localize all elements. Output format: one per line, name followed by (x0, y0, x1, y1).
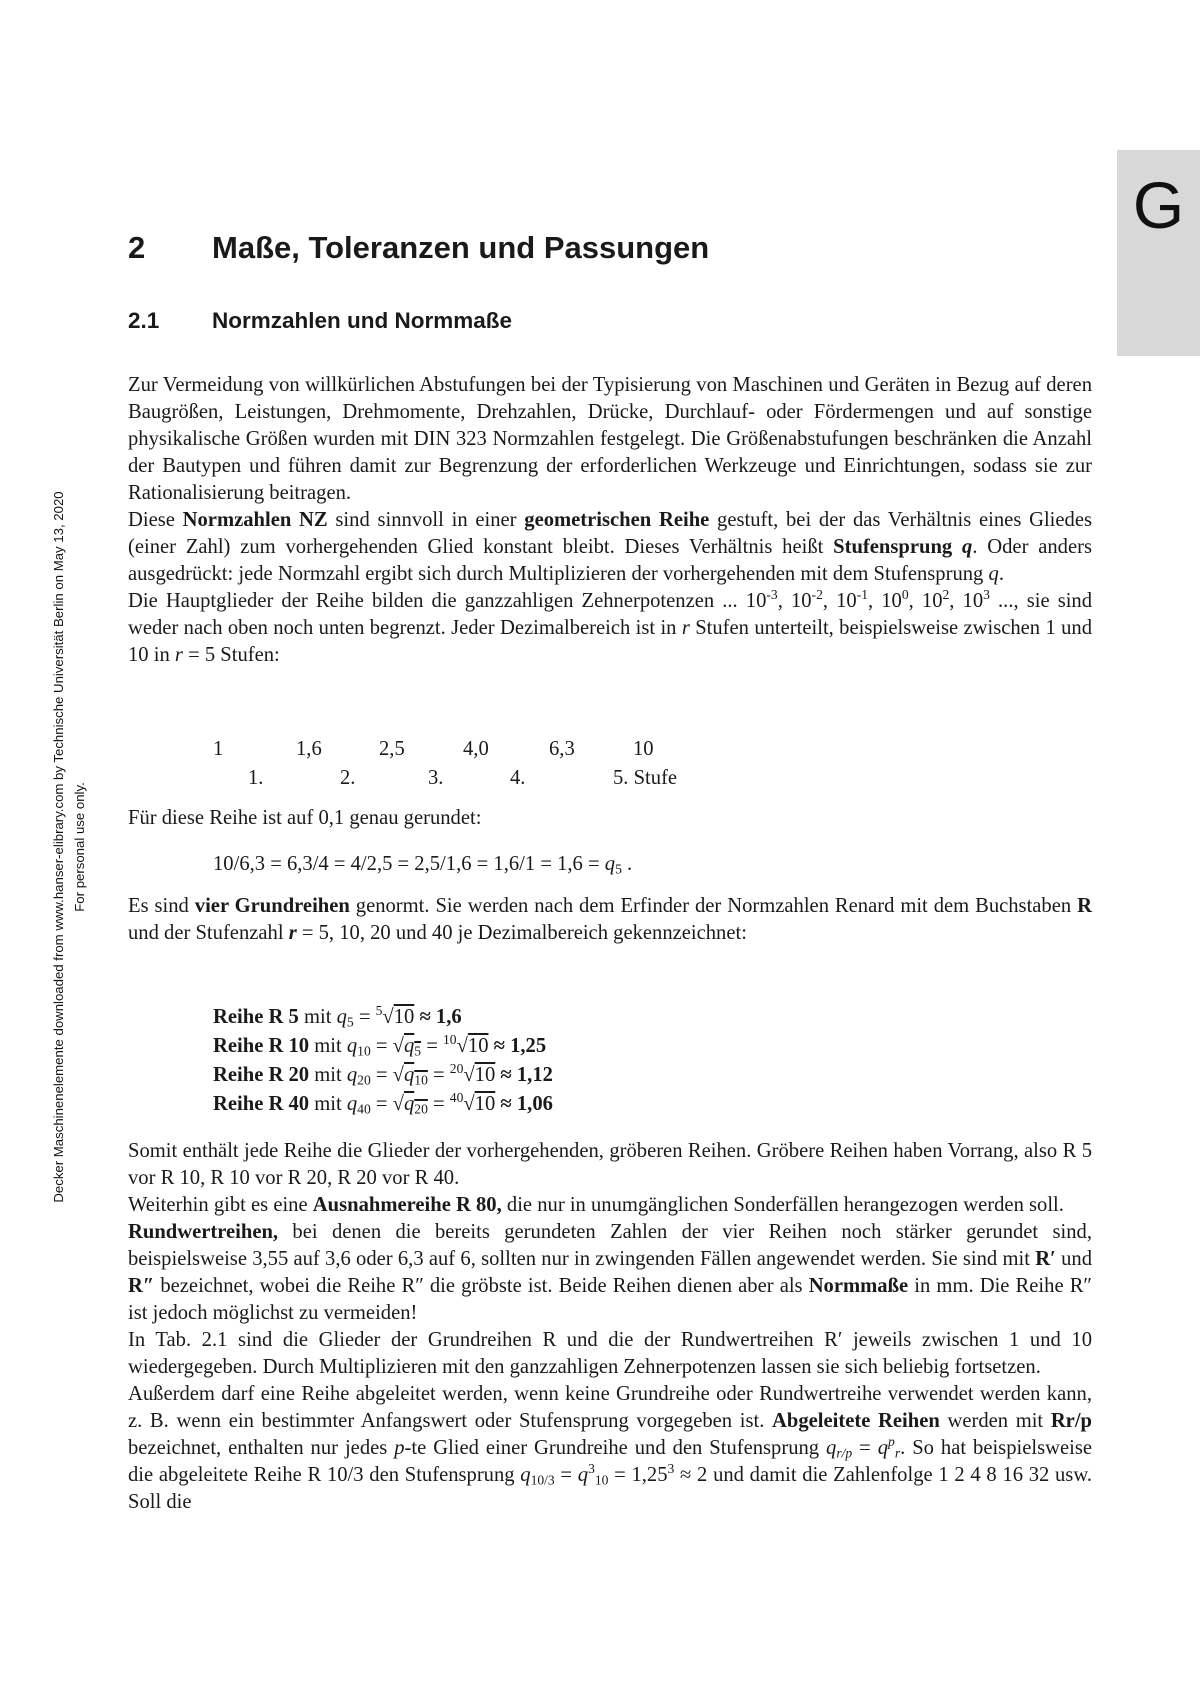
text-run: . (998, 563, 1004, 585)
root-index: 20 (449, 1061, 464, 1077)
exponent: 0 (901, 587, 909, 603)
superscript: 3 (588, 1461, 595, 1477)
text-run: , 10 (777, 590, 812, 612)
sequence-value: 1 (213, 738, 224, 760)
section-heading (128, 306, 512, 336)
text-run: Die Hauptglieder der Reihe bilden die ganzzahligen Zehnerpotenzen ... 10 (128, 590, 767, 612)
symbol-q: q (520, 1464, 531, 1486)
symbol-q: q (577, 1464, 589, 1486)
reihe-r20: Reihe R 20 mit $q_{20} = √q_{10} = ^{20}√10 \approx 1,12$ (213, 1061, 553, 1088)
reihe-mit: mit (303, 1006, 332, 1028)
reihe-r40: Reihe R 40 mit $q_{40} = √q_{20} = ^{40}√10 \approx 1,06$ (213, 1090, 553, 1117)
term-R: R (1077, 895, 1092, 917)
symbol-q: q (403, 1064, 415, 1086)
symbol-q: q (962, 536, 973, 558)
sequence-step: 4. (510, 767, 526, 789)
symbol-p: p (394, 1437, 405, 1459)
paragraph-vorrang: Somit enthält jede Reihe die Glieder der vorhergehenden, gröberen Reihen. Gröbere Reihen haben Vorrang, also R 5 vor R 10, R 10 vor R 20, R 20 vor R 40. (128, 1140, 1092, 1189)
text-run: Diese (128, 509, 183, 531)
subscript: 40 (357, 1101, 371, 1117)
body-block-2 (128, 805, 1092, 832)
term-abgeleitete-reihen: Abgeleitete Reihen (772, 1410, 940, 1432)
text-run: . So hat beispielsweise die abgeleitete Reihe R 10/3 den Stufensprung (128, 1437, 1092, 1486)
symbol-r: r (288, 922, 297, 944)
text-run: . Oder anders ausgedrückt: jede Normzahl ergibt sich durch Multiplizieren der vorhergehenden mit dem Stufensprung (128, 536, 1092, 585)
reihe-r10: Reihe R 10 mit $q_{10} = √q_5 = ^{10}√10 \approx 1,25$ (213, 1032, 547, 1059)
exponent: -2 (811, 587, 823, 603)
subscript: 20 (414, 1101, 428, 1117)
text-run: Es sind (128, 895, 195, 917)
paragraph-hauptglieder (128, 588, 1092, 669)
equals: = (421, 1035, 443, 1057)
text-run: gestuft, bei der das Verhältnis eines Gliedes (einer Zahl) zum vorhergehenden Glied konstant bleibt. Dieses Verhältnis heißt (128, 509, 1092, 558)
sequence-step: 2. (340, 767, 356, 789)
paragraph-tabelle: In Tab. 2.1 sind die Glieder der Grundreihen R und die der Rundwertreihen R′ jeweils zwischen 1 und 10 wiedergegeben. Durch Multiplizieren mit den ganzzahligen Zehnerpotenzen lassen sie sich beliebig fortsetzen. (128, 1329, 1092, 1378)
symbol-q: q (403, 1093, 415, 1115)
symbol-r: r (681, 617, 690, 639)
symbol-q: q (346, 1093, 358, 1115)
text-run: bei denen die bereits gerundeten Zahlen der vier Reihen noch stärker gerundet sind, beispielsweise 3,55 auf 3,6 oder 6,3 auf 6, sollten nur in zwingenden Fällen angewendet werden. Sie sind mit (128, 1221, 1092, 1270)
subscript: 20 (357, 1072, 371, 1088)
section-title: Normzahlen und Normmaße (212, 308, 513, 333)
body-block-1 (128, 372, 1092, 669)
symbol-q: q (826, 1437, 837, 1459)
text-run: sind sinnvoll in einer (327, 509, 525, 531)
paragraph-gerundet: Für diese Reihe ist auf 0,1 genau gerundet: (128, 807, 482, 829)
text-run: ..., sie sind weder nach oben noch unten begrenzt. Jeder Dezimalbereich ist in (128, 590, 1093, 639)
subscript: 10 (357, 1043, 371, 1059)
subscript: 10/3 (530, 1472, 555, 1488)
text-run: , 10 (822, 590, 857, 612)
subscript: 5 (615, 861, 622, 877)
exponent: -1 (856, 587, 869, 603)
term-normzahlen: Normzahlen NZ (182, 509, 328, 531)
equals: = (427, 1093, 450, 1115)
text-run: Außerdem darf eine Reihe abgeleitet werden, wenn keine Grundreihe oder Rundwertreihe verwendet werden kann, z. B. wenn ein bestimmter Anfangswert oder Stufensprung vorgegeben ist. (128, 1383, 1092, 1432)
text-run: die nur in unumgänglichen Sonderfällen herangezogen werden soll. (501, 1194, 1064, 1216)
equals: = (370, 1093, 393, 1115)
exponent: -3 (766, 587, 778, 603)
subscript: r/p (836, 1445, 853, 1461)
text-run: und (1055, 1248, 1093, 1270)
text-run: Weiterhin gibt es eine (128, 1194, 313, 1216)
reihe-r5: Reihe R 5 mit $q_5 = ^5√10 \approx 1,6$ (213, 1003, 462, 1030)
formula-text: 10/6,3 = 6,3/4 = 4/2,5 = 2,5/1,6 = 1,6/1 = 1,6 = (213, 853, 605, 875)
symbol-q: q (988, 563, 999, 585)
term-geometrische-reihe: geometrischen Reihe (524, 509, 710, 531)
text-run: = 1,25 (608, 1464, 668, 1486)
symbol-q: q (346, 1035, 358, 1057)
reihe-mit: mit (314, 1064, 342, 1086)
sequence-step: 3. (428, 767, 444, 789)
section-number: 2.1 (128, 308, 160, 333)
exponent: 3 (667, 1461, 675, 1477)
root-index: 40 (449, 1090, 464, 1106)
text-run: , 10 (908, 590, 943, 612)
text-run: -te Glied einer Grundreihe und den Stufensprung (404, 1437, 827, 1459)
term-rundwertreihen: Rundwertreihen, (128, 1221, 279, 1243)
term-r-double-prime: R″ (128, 1275, 155, 1297)
text-run: in mm. Die Reihe R″ ist jedoch möglichst zu vermeiden! (128, 1275, 1093, 1324)
ratio-formula (213, 851, 632, 878)
reihe-approx: ≈ 1,6 (419, 1006, 462, 1028)
subscript: 5 (414, 1043, 422, 1059)
paragraph-grundreihen (128, 893, 1092, 947)
subscript: r (894, 1445, 901, 1461)
symbol-q: q (604, 853, 616, 875)
paragraph-ausnahmereihe (128, 1192, 1092, 1219)
chapter-tab (1117, 150, 1200, 356)
sequence-value: 10 (633, 738, 654, 760)
equals: = (427, 1064, 450, 1086)
formula-end: . (627, 853, 633, 875)
radicand: 10 (467, 1035, 489, 1057)
paragraph-intro: Zur Vermeidung von willkürlichen Abstufungen bei der Typisierung von Maschinen und Geräten in Bezug auf deren Baugrößen, Leistungen, Drehmomente, Drehzahlen, Drücke, Durchlauf- oder Fördermengen und auf sonstige physikalische Größen wurden mit DIN 323 Normzahlen festgelegt. Die Größenabstufungen beschränken die Anzahl der Bautypen und führen damit zur Begrenzung der erforderlichen Werkzeuge und Einrichtungen, sodass sie zur Rationalisierung beitragen. (128, 374, 1092, 504)
sequence-value: 2,5 (379, 738, 405, 760)
chapter-number: 2 (128, 230, 146, 265)
sequence-value: 6,3 (549, 738, 575, 760)
reihe-approx: ≈ 1,12 (500, 1064, 553, 1086)
text-run: ≈ 2 und damit die Zahlenfolge 1 2 4 8 16 32 usw. Soll die (128, 1464, 1093, 1513)
radicand: 10 (474, 1093, 496, 1115)
root-index: 5 (375, 1003, 383, 1019)
sequence-value: 1,6 (296, 738, 322, 760)
superscript: p (888, 1434, 895, 1450)
exponent: 3 (983, 587, 990, 603)
term-rr-p: Rr/p (1050, 1410, 1092, 1432)
reihe-name: Reihe R 20 (213, 1064, 310, 1086)
chapter-heading (128, 228, 709, 268)
paragraph-abgeleitet (128, 1381, 1092, 1516)
text-run: bezeichnet, enthalten nur jedes (128, 1437, 395, 1459)
text-run: = 5 Stufen: (182, 644, 280, 666)
download-note (48, 382, 90, 1312)
symbol-r: r (174, 644, 183, 666)
reihe-approx: ≈ 1,25 (493, 1035, 547, 1057)
equals: = (370, 1035, 393, 1057)
exponent: 2 (942, 587, 950, 603)
chapter-tab-letter: G (1132, 168, 1185, 242)
equals: = (370, 1064, 393, 1086)
reihe-mit: mit (314, 1035, 342, 1057)
reihe-mit: mit (314, 1093, 342, 1115)
symbol-q: q (346, 1064, 358, 1086)
text-run: genormt. Sie werden nach dem Erfinder der Normzahlen Renard mit dem Buchstaben (349, 895, 1078, 917)
symbol-q: q (877, 1437, 889, 1459)
radicand: 10 (393, 1006, 415, 1028)
paragraph-normzahlen (128, 507, 1092, 588)
sequence-step: 1. (248, 767, 264, 789)
subscript: 10 (594, 1472, 609, 1488)
text-run: = 5, 10, 20 und 40 je Dezimalbereich gekennzeichnet: (296, 922, 747, 944)
reihe-name: Reihe R 10 (213, 1035, 310, 1057)
symbol-q: q (403, 1035, 415, 1057)
text-run: = (852, 1437, 878, 1459)
term-vier-grundreihen: vier Grundreihen (194, 895, 350, 917)
term-stufensprung: Stufensprung (833, 536, 953, 558)
reihe-approx: ≈ 1,06 (500, 1093, 553, 1115)
text-run: bezeichnet, wobei die Reihe R″ die gröbste ist. Beide Reihen dienen aber als (154, 1275, 809, 1297)
text-run: = (554, 1464, 578, 1486)
download-note-line-1: Decker Maschinenelemente downloaded from www.hanser-elibrary.com by Technische Universität Berlin on May 13, 2020 (51, 491, 66, 1203)
text-run: und der Stufenzahl (128, 922, 289, 944)
body-block-4 (128, 1138, 1092, 1516)
text-run: , 10 (949, 590, 984, 612)
term-r-prime: R′ (1035, 1248, 1056, 1270)
body-block-3 (128, 893, 1092, 947)
reihe-name: Reihe R 40 (213, 1093, 310, 1115)
sequence-step: 5. Stufe (613, 767, 678, 789)
radicand: 10 (474, 1064, 496, 1086)
text-run: Stufen unterteilt, beispielsweise zwischen 1 und 10 in (128, 617, 1092, 666)
download-note-line-2: For personal use only. (72, 782, 87, 912)
sequence-value: 4,0 (463, 738, 489, 760)
reihe-name: Reihe R 5 (213, 1006, 299, 1028)
subscript: 10 (414, 1072, 428, 1088)
symbol-q: q (336, 1006, 347, 1028)
chapter-title: Maße, Toleranzen und Passungen (212, 230, 710, 265)
root-index: 10 (443, 1032, 457, 1048)
term-normmasse: Normmaße (808, 1275, 909, 1297)
equals: = (353, 1006, 376, 1028)
paragraph-rundwertreihen (128, 1219, 1092, 1327)
term-ausnahmereihe: Ausnahmereihe R 80, (312, 1194, 502, 1216)
subscript: 5 (346, 1014, 354, 1030)
text-run: werden mit (939, 1410, 1051, 1432)
text-run: , 10 (868, 590, 902, 612)
